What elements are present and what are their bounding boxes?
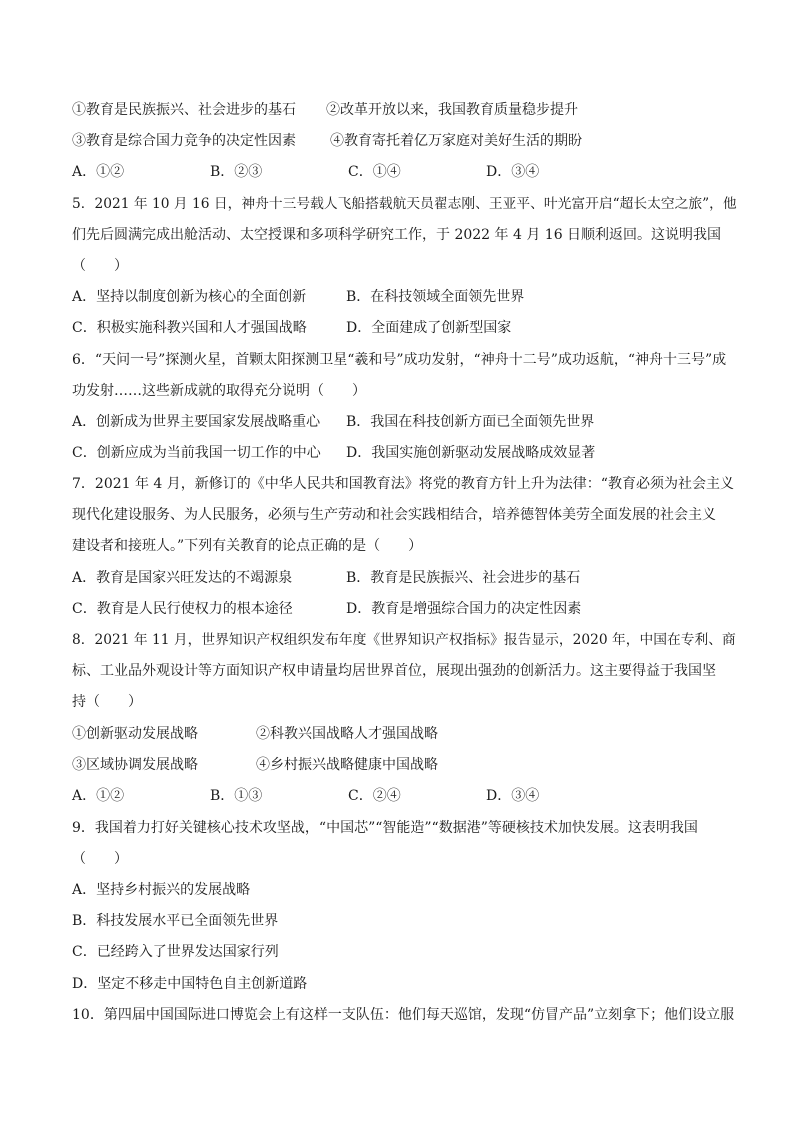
q7-stem-line-3: 建设者和接班人。”下列有关教育的论点正确的是（ ） bbox=[72, 538, 423, 554]
q6-option-a: A．创新成为世界主要国家发展战略重心 bbox=[72, 414, 321, 430]
q9-option-d: D．坚定不移走中国特色自主创新道路 bbox=[72, 976, 308, 992]
q5-stem-line-3: （ ） bbox=[72, 258, 128, 274]
q9-option-b: B．科技发展水平已全面领先世界 bbox=[72, 913, 279, 929]
q7-stem-line-1: 7．2021 年 4 月，新修订的《中华人民共和国教育法》将党的教育方针上升为法律：“教育必须为社会主义 bbox=[72, 476, 734, 492]
q4-statement-3: ③教育是综合国力竞争的决定性因素 bbox=[72, 133, 296, 149]
q4-option-b: B．②③ bbox=[210, 164, 263, 180]
q4-statement-1: ①教育是民族振兴、社会进步的基石 bbox=[72, 102, 296, 118]
q6-option-d: D．我国实施创新驱动发展战略成效显著 bbox=[346, 445, 596, 461]
q4-statement-4: ④教育寄托着亿万家庭对美好生活的期盼 bbox=[330, 133, 582, 149]
q7-option-c: C．教育是人民行使权力的根本途径 bbox=[72, 601, 293, 617]
q5-option-d: D．全面建成了创新型国家 bbox=[346, 320, 512, 336]
q6-stem-line-2: 功发射……这些新成就的取得充分说明（ ） bbox=[72, 383, 366, 399]
q7-options-row-1 bbox=[0, 568, 794, 588]
q7-option-d: D．教育是增强综合国力的决定性因素 bbox=[346, 601, 582, 617]
q7-option-b: B．教育是民族振兴、社会进步的基石 bbox=[346, 570, 581, 586]
q4-option-a: A．①② bbox=[72, 164, 125, 180]
q6-options-row-1 bbox=[0, 412, 794, 432]
q8-statement-2: ②科教兴国战略人才强国战略 bbox=[256, 726, 438, 742]
q8-stem-line-3: 持（ ） bbox=[72, 694, 142, 710]
q5-stem-line-2: 们先后圆满完成出舱活动、太空授课和多项科学研究工作，于 2022 年 4 月 16 日顺利返回。这说明我国 bbox=[72, 227, 722, 243]
q7-stem-line-2: 现代化建设服务、为人民服务，必须与生产劳动和社会实践相结合，培养德智体美劳全面发展的社会主义 bbox=[72, 507, 716, 523]
q5-option-a: A．坚持以制度创新为核心的全面创新 bbox=[72, 289, 307, 305]
q9-option-a: A．坚持乡村振兴的发展战略 bbox=[72, 882, 251, 898]
q4-statement-2: ②改革开放以来，我国教育质量稳步提升 bbox=[326, 102, 578, 118]
q5-options-row-2 bbox=[0, 318, 794, 338]
q8-option-b: B．①③ bbox=[210, 788, 263, 804]
q4-option-d: D．③④ bbox=[486, 164, 540, 180]
q6-stem-line-1: 6．“天问一号”探测火星，首颗太阳探测卫星“羲和号”成功发射，“神舟十二号”成功返航，“神舟十三号”成 bbox=[72, 352, 727, 368]
q6-options-row-2 bbox=[0, 443, 794, 463]
q8-option-a: A．①② bbox=[72, 788, 125, 804]
q4-statement-row-1 bbox=[0, 100, 794, 120]
q8-option-d: D．③④ bbox=[486, 788, 540, 804]
q6-option-c: C．创新应成为当前我国一切工作的中心 bbox=[72, 445, 321, 461]
q5-options-row-1 bbox=[0, 287, 794, 307]
q9-option-c: C．已经跨入了世界发达国家行列 bbox=[72, 944, 279, 960]
q7-option-a: A．教育是国家兴旺发达的不竭源泉 bbox=[72, 570, 293, 586]
q6-option-b: B．我国在科技创新方面已全面领先世界 bbox=[346, 414, 595, 430]
q9-stem-line-1: 9．我国着力打好关键核心技术攻坚战，“中国芯”“智能造”“数据港”等硬核技术加快发展。这表明我国 bbox=[72, 820, 698, 836]
q5-option-c: C．积极实施科教兴国和人才强国战略 bbox=[72, 320, 307, 336]
q4-statement-row-2 bbox=[0, 131, 794, 151]
q8-statement-row-2 bbox=[0, 755, 794, 775]
q8-options bbox=[0, 786, 794, 806]
q8-option-c: C．②④ bbox=[348, 788, 401, 804]
q5-stem-line-1: 5．2021 年 10 月 16 日，神舟十三号载人飞船搭载航天员翟志刚、王亚平、叶光富开启“超长太空之旅”，他 bbox=[72, 196, 737, 212]
q4-option-c: C．①④ bbox=[348, 164, 401, 180]
q7-options-row-2 bbox=[0, 599, 794, 619]
q8-statement-4: ④乡村振兴战略健康中国战略 bbox=[256, 757, 438, 773]
q4-options bbox=[0, 162, 794, 182]
q5-option-b: B．在科技领域全面领先世界 bbox=[346, 289, 525, 305]
q8-statement-3: ③区域协调发展战略 bbox=[72, 757, 198, 773]
q8-statement-1: ①创新驱动发展战略 bbox=[72, 726, 198, 742]
q8-stem-line-1: 8．2021 年 11 月，世界知识产权组织发布年度《世界知识产权指标》报告显示，2020 年，中国在专利、商 bbox=[72, 632, 736, 648]
q8-statement-row-1 bbox=[0, 724, 794, 744]
q10-stem-line-1: 10．第四届中国国际进口博览会上有这样一支队伍：他们每天巡馆，发现“仿冒产品”立刻拿下；他们设立服 bbox=[72, 1007, 735, 1023]
q9-stem-line-2: （ ） bbox=[72, 851, 128, 867]
q8-stem-line-2: 标、工业品外观设计等方面知识产权申请量均居世界首位，展现出强劲的创新活力。这主要得益于我国坚 bbox=[72, 663, 716, 679]
